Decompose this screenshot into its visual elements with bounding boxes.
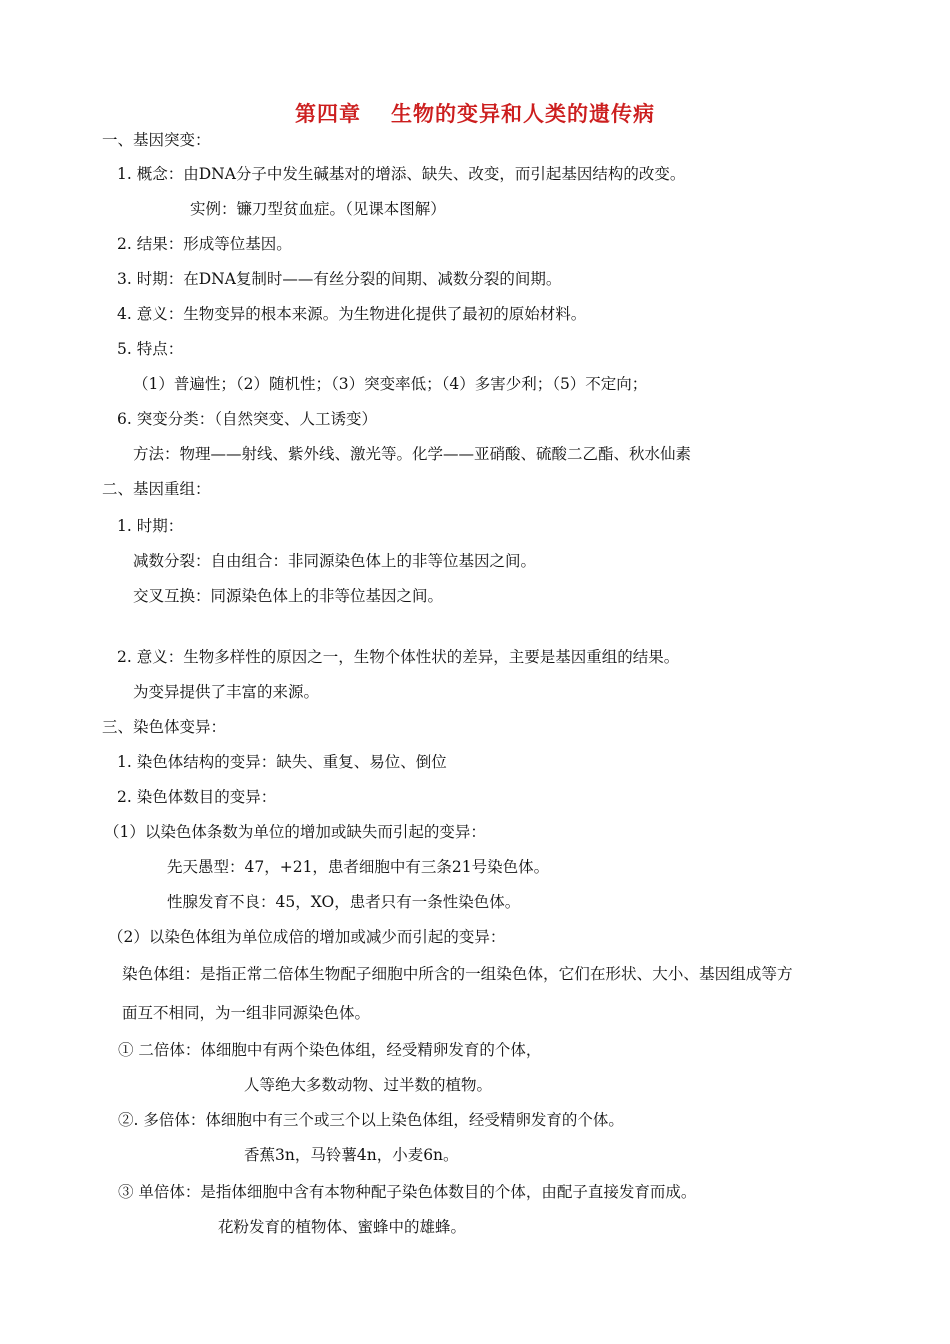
text-line: 交叉互换：同源染色体上的非等位基因之间。 [133,587,444,605]
text-line: （1）以染色体条数为单位的增加或缺失而引起的变异： [104,823,486,841]
text-line: 1. 染色体结构的变异：缺失、重复、易位、倒位 [117,753,447,771]
text-line: 2. 意义：生物多样性的原因之一，生物个体性状的差异，主要是基因重组的结果。 [117,648,680,666]
text-line: 染色体组：是指正常二倍体生物配子细胞中所含的一组染色体，它们在形状、大小、基因组成等方 [122,965,793,983]
text-line: 4. 意义：生物变异的根本来源。为生物进化提供了最初的原始材料。 [117,305,587,323]
text-line: ① 二倍体：体细胞中有两个染色体组，经受精卵发育的个体， [118,1041,542,1059]
text-line: 香蕉3n，马铃薯4n，小麦6n。 [244,1146,459,1164]
text-line: ③ 单倍体：是指体细胞中含有本物种配子染色体数目的个体，由配子直接发育而成。 [118,1183,697,1201]
text-line: 减数分裂：自由组合：非同源染色体上的非等位基因之间。 [133,552,537,570]
text-line: ②. 多倍体：体细胞中有三个或三个以上染色体组，经受精卵发育的个体。 [118,1111,624,1129]
section-heading-gene-mutation: 一、基因突变： [102,131,211,149]
text-line: 花粉发育的植物体、蜜蜂中的雄蜂。 [218,1218,467,1236]
text-line: 实例：镰刀型贫血症。（见课本图解） [190,200,446,218]
text-line: 1. 时期： [117,517,184,535]
text-line: 1. 概念：由DNA分子中发生碱基对的增添、缺失、改变，而引起基因结构的改变。 [117,165,686,183]
chapter-number: 第四章 [295,102,361,126]
section-heading-chromosome-variation: 三、染色体变异： [102,718,227,736]
text-line: 为变异提供了丰富的来源。 [133,683,320,701]
text-line: 先天愚型：47，+21，患者细胞中有三条21号染色体。 [167,858,550,876]
text-line: 方法：物理——射线、紫外线、激光等。化学——亚硝酸、硫酸二乙酯、秋水仙素 [133,445,692,463]
text-line: 性腺发育不良：45，XO，患者只有一条性染色体。 [167,893,521,911]
page-title [0,98,950,128]
text-line: 2. 染色体数目的变异： [117,788,277,806]
text-line: 6. 突变分类：（自然突变、人工诱变） [117,410,377,428]
text-line: 2. 结果：形成等位基因。 [117,235,292,253]
section-heading-gene-recombination: 二、基因重组： [102,480,211,498]
text-line: 面互不相同，为一组非同源染色体。 [122,1004,371,1022]
text-line: （2）以染色体组为单位成倍的增加或减少而引起的变异： [108,928,506,946]
text-line: 人等绝大多数动物、过半数的植物。 [244,1076,493,1094]
text-line: （1）普遍性；（2）随机性；（3）突变率低；（4）多害少利；（5）不定向； [133,375,648,393]
text-line: 3. 时期：在DNA复制时——有丝分裂的间期、减数分裂的间期。 [117,270,562,288]
text-line: 5. 特点： [117,340,184,358]
chapter-name: 生物的变异和人类的遗传病 [391,102,655,126]
